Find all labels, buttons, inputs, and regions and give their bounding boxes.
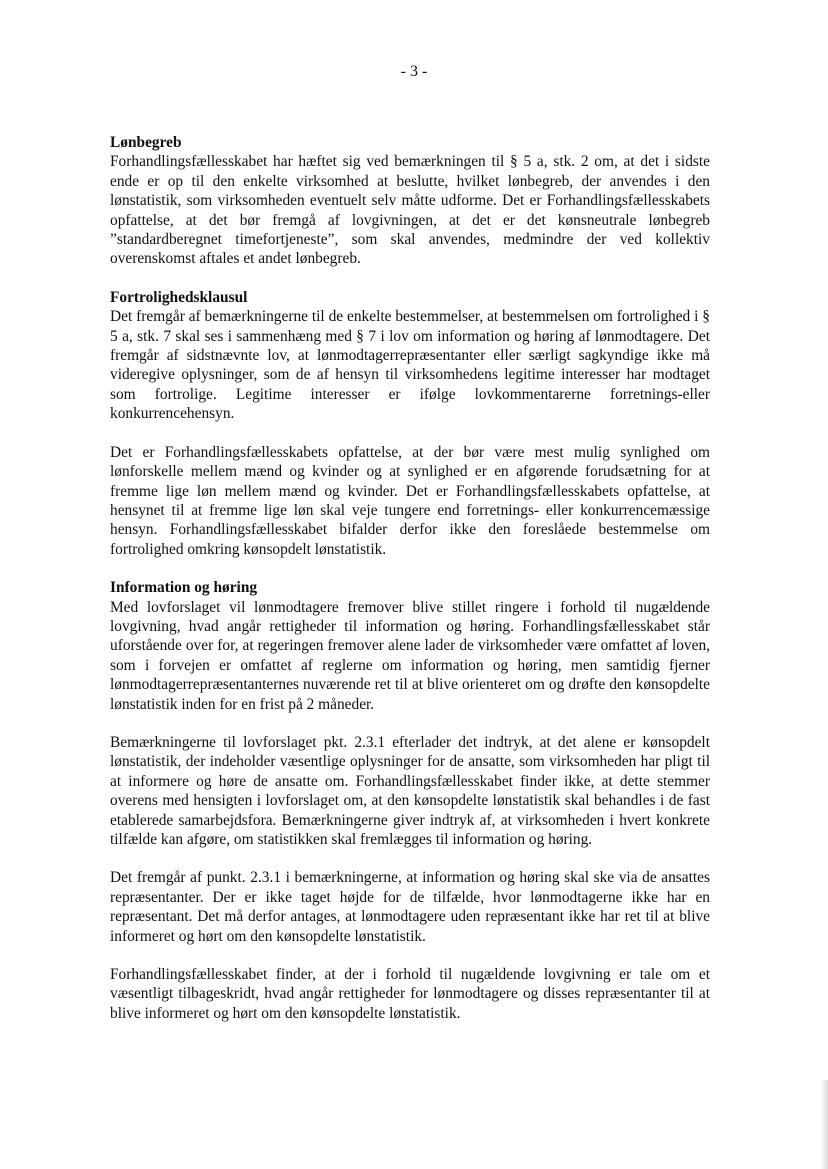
section-lonbegreb bbox=[110, 133, 710, 269]
section-konklusion bbox=[110, 965, 710, 1023]
section-heading: Information og høring bbox=[110, 579, 258, 597]
section-fortrolighed-opfattelse bbox=[110, 443, 710, 559]
section-paragraph: Med lovforslaget vil lønmodtagere fremover blive stillet ringere i forhold til nugældende lovgivning, hvad angår rettigheder til information og høring. Forhandlingsfællesskabet står uforstående over for, at regeringen fremover alene lader de virksomheder være omfattet af loven, som i forvejen er omfattet af reglerne om information og høring, men samtidig fjerner lønmodtagerrepræsentanternes nuværende ret til at blive orienteret om og drøfte den kønsopdelte lønstatistik inden for en frist på 2 måneder. bbox=[110, 598, 710, 713]
section-heading: Fortrolighedsklausul bbox=[110, 288, 248, 306]
section-paragraph: Det fremgår af bemærkningerne til de enkelte bestemmelser, at bestemmelsen om fortrolighed i § 5 a, stk. 7 skal ses i sammenhæng med § 7 i lov om information og høring af lønmodtagere. Det fremgår af sidstnævnte lov, at lønmodtagerrepræsentanter eller særligt sagkyndige ikke må videregive oplysninger, som de af hensyn til virksomhedens legitime interesser har modtaget som fortrolige. Legitime interesser er ifølge lovkommentarerne forretnings-eller konkurrencehensyn. bbox=[110, 308, 710, 423]
scan-edge-shadow bbox=[820, 1080, 828, 1169]
section-repraesentanter bbox=[110, 868, 710, 946]
section-paragraph: Bemærkningerne til lovforslaget pkt. 2.3.1 efterlader det indtryk, at det alene er kønsopdelt lønstatistik, der indeholder væsentlige oplysninger for de ansatte, som virksomheden har pligt til at informere og høre de ansatte om. Forhandlingsfællesskabet finder ikke, at dette stemmer overens med hensigten i lovforslaget om, at den kønsopdelte lønstatistik skal behandles i de fast etablerede samarbejdsfora. Bemærkningerne giver indtryk af, at virksomheden i hvert konkrete tilfælde kan afgøre, om statistikken skal fremlægges til information og høring. bbox=[110, 733, 710, 848]
section-paragraph: Det er Forhandlingsfællesskabets opfattelse, at der bør være mest mulig synlighed om lønforskelle mellem mænd og kvinder og at synlighed er en afgørende forudsætning for at fremme lige løn mellem mænd og kvinder. Det er Forhandlingsfællesskabets opfattelse, at hensynet til at fremme lige løn skal veje tungere end forretnings- eller konkurrencemæssige hensyn. Forhandlingsfællesskabet bifalder derfor ikke den foreslåede bestemmelse om fortrolighed omkring kønsopdelt lønstatistik. bbox=[110, 443, 710, 558]
section-information-og-horing bbox=[110, 578, 710, 714]
page-number: - 3 - bbox=[400, 63, 428, 80]
section-heading: Lønbegreb bbox=[110, 134, 182, 151]
section-paragraph: Forhandlingsfællesskabet finder, at der i forhold til nugældende lovgivning er tale om et væsentligt tilbageskridt, hvad angår rettigheder for lønmodtagere og disses repræsentanter til at blive informeret og hørt om den kønsopdelte lønstatistik. bbox=[110, 966, 710, 1022]
section-paragraph: Forhandlingsfællesskabet har hæftet sig ved bemærkningen til § 5 a, stk. 2 om, at det i sidste ende er op til den enkelte virksomhed at beslutte, hvilket lønbegreb, der anvendes i den lønstatistik, som virksomheden eventuelt selv måtte udforme. Det er Forhandlingsfællesskabets opfattelse, at det bør fremgå af lovgivningen, at det er det kønsneutrale lønbegreb ”standardberegnet timefortjeneste”, som skal anvendes, medmindre der ved kollektiv overenskomst aftales et andet lønbegreb. bbox=[110, 153, 710, 268]
section-fortrolighedsklausul bbox=[110, 288, 710, 424]
section-paragraph: Det fremgår af punkt. 2.3.1 i bemærkningerne, at information og høring skal ske via de ansattes repræsentanter. Der er ikke taget højde for de tilfælde, hvor lønmodtagerne ikke har en repræsentant. Det må derfor antages, at lønmodtagere uden repræsentant ikke har ret til at blive informeret og hørt om den kønsopdelte lønstatistik. bbox=[110, 869, 710, 945]
document-body bbox=[110, 133, 710, 1042]
section-bemaerkninger bbox=[110, 733, 710, 849]
